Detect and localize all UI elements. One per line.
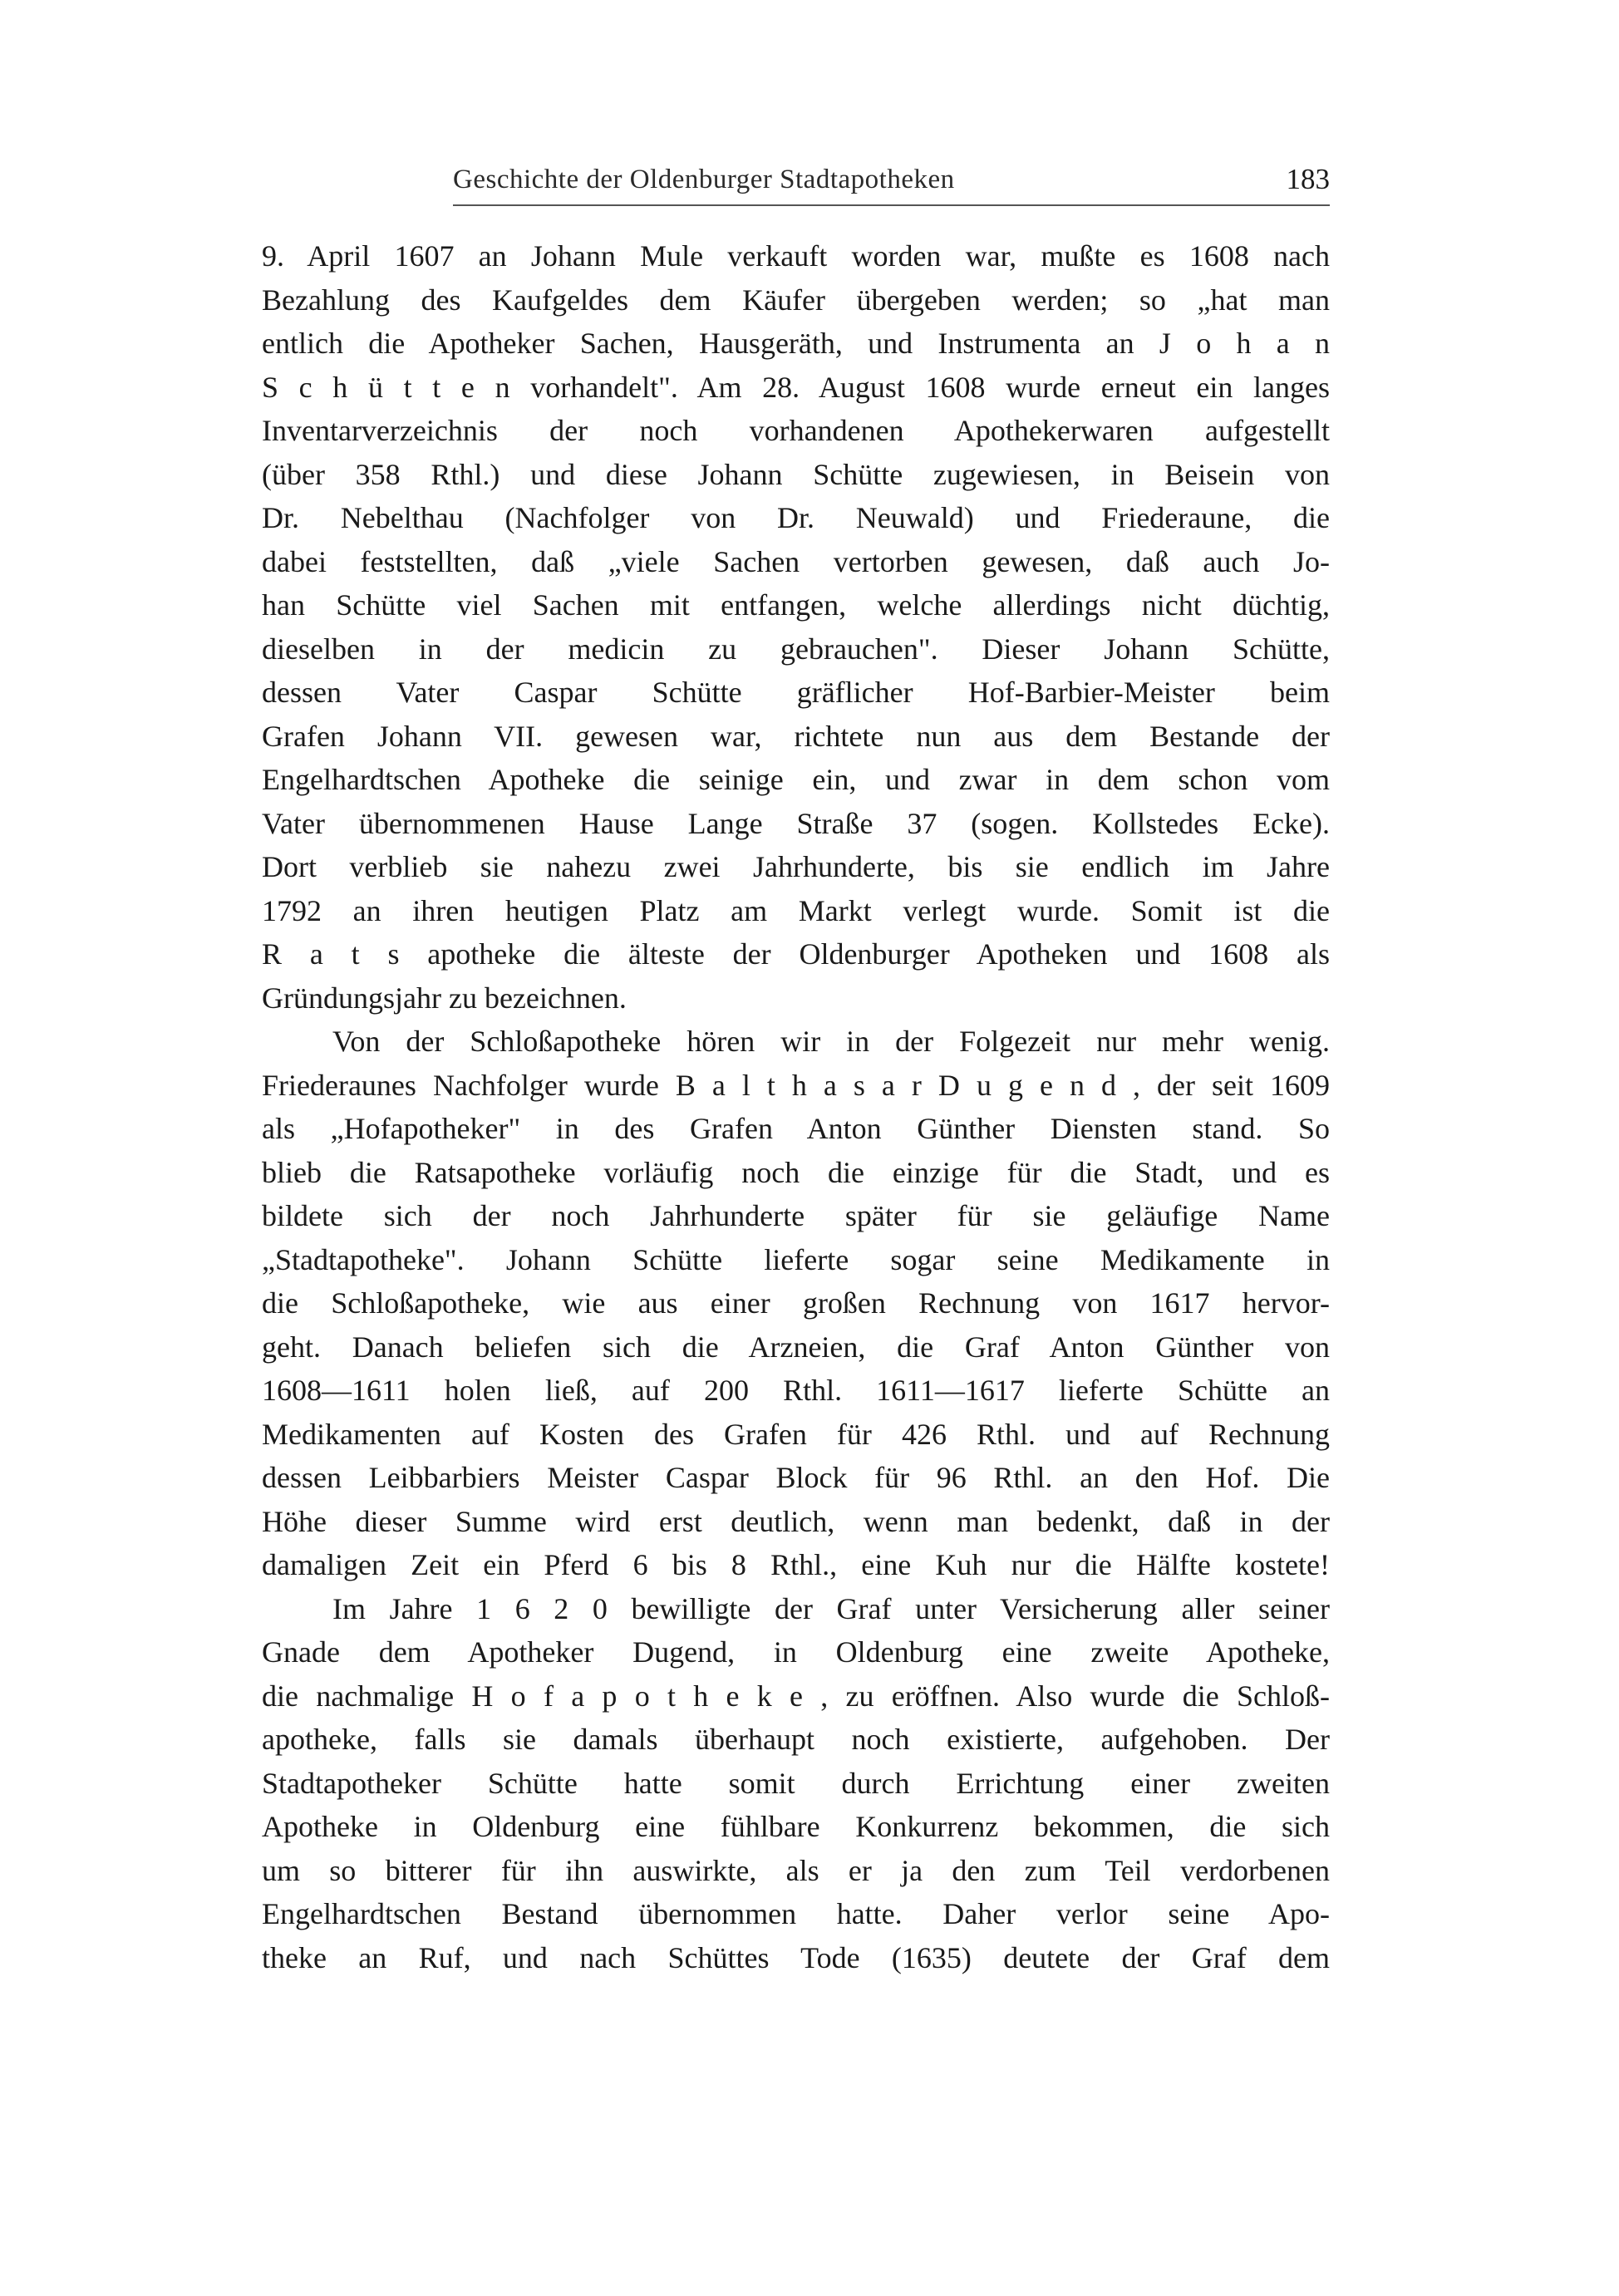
text-line: Apotheke in Oldenburg eine fühlbare Konkurrenz bekommen, die sich	[262, 1810, 1330, 1843]
text-line: S c h ü t t e n vorhandelt". Am 28. August 1608 wurde erneut ein langes	[262, 370, 1330, 404]
text-line: apotheke, falls sie damals überhaupt noch existierte, aufgehoben. Der	[262, 1723, 1330, 1756]
text-line: „Stadtapotheke". Johann Schütte lieferte sogar seine Medikamente in	[262, 1242, 1330, 1276]
paragraph-start-line: Von der Schloßapotheke hören wir in der Folgezeit nur mehr wenig.	[332, 1025, 1330, 1058]
text-line: dessen Leibbarbiers Meister Caspar Block für 96 Rthl. an den Hof. Die	[262, 1461, 1330, 1494]
text-line: 1608—1611 holen ließ, auf 200 Rthl. 1611—1617 lieferte Schütte an	[262, 1374, 1330, 1407]
text-line: Medikamenten auf Kosten des Grafen für 426 Rthl. und auf Rechnung	[262, 1417, 1330, 1451]
text-line: damaligen Zeit ein Pferd 6 bis 8 Rthl., eine Kuh nur die Hälfte kostete!	[262, 1548, 1330, 1581]
text-line: bildete sich der noch Jahrhunderte später für sie geläufige Name	[262, 1199, 1330, 1232]
text-line: entlich die Apotheker Sachen, Hausgeräth, und Instrumenta an J o h a n	[262, 327, 1330, 360]
text-line: Engelhardtschen Bestand übernommen hatte. Daher verlor seine Apo-	[262, 1897, 1330, 1930]
text-line: theke an Ruf, und nach Schüttes Tode (1635) deutete der Graf dem	[262, 1940, 1330, 1974]
text-line: als „Hofapotheker" in des Grafen Anton Günther Diensten stand. So	[262, 1112, 1330, 1145]
text-line: geht. Danach beliefen sich die Arzneien, die Graf Anton Günther von	[262, 1330, 1330, 1364]
body-text	[262, 234, 1330, 1979]
text-line: Stadtapotheker Schütte hatte somit durch Errichtung einer zweiten	[262, 1766, 1330, 1800]
paragraph-end-line: Gründungsjahr zu bezeichnen.	[262, 981, 627, 1015]
text-line: Dort verblieb sie nahezu zwei Jahrhunderte, bis sie endlich im Jahre	[262, 850, 1330, 883]
text-line: die nachmalige H o f a p o t h e k e , zu eröffnen. Also wurde die Schloß-	[262, 1679, 1330, 1713]
text-line: Inventarverzeichnis der noch vorhandenen Apothekerwaren aufgestellt	[262, 414, 1330, 447]
text-line: R a t s apotheke die älteste der Oldenburger Apotheken und 1608 als	[262, 937, 1330, 971]
text-line: han Schütte viel Sachen mit entfangen, welche allerdings nicht düchtig,	[262, 588, 1330, 622]
text-line: Friederaunes Nachfolger wurde B a l t h a s a r D u g e n d , der seit 1609	[262, 1068, 1330, 1102]
text-line: Vater übernommenen Hause Lange Straße 37 (sogen. Kollstedes Ecke).	[262, 806, 1330, 840]
text-line: die Schloßapotheke, wie aus einer großen Rechnung von 1617 hervor-	[262, 1286, 1330, 1320]
text-line: dessen Vater Caspar Schütte gräflicher Hof-Barbier-Meister beim	[262, 676, 1330, 709]
text-line: (über 358 Rthl.) und diese Johann Schütte zugewiesen, in Beisein von	[262, 457, 1330, 491]
running-title: Geschichte der Oldenburger Stadtapotheken	[453, 165, 955, 194]
text-line: Grafen Johann VII. gewesen war, richtete nun aus dem Bestande der	[262, 719, 1330, 753]
text-line: um so bitterer für ihn auswirkte, als er ja den zum Teil verdorbenen	[262, 1853, 1330, 1887]
text-line: 9. April 1607 an Johann Mule verkauft worden war, mußte es 1608 nach	[262, 239, 1330, 273]
text-line: Engelhardtschen Apotheke die seinige ein, und zwar in dem schon vom	[262, 763, 1330, 796]
text-line: dieselben in der medicin zu gebrauchen". Dieser Johann Schütte,	[262, 632, 1330, 666]
text-line: blieb die Ratsapotheke vorläufig noch die einzige für die Stadt, und es	[262, 1155, 1330, 1189]
text-line: dabei feststellten, daß „viele Sachen vertorben gewesen, daß auch Jo-	[262, 544, 1330, 578]
paragraph-start-line: Im Jahre 1 6 2 0 bewilligte der Graf unter Versicherung aller seiner	[332, 1591, 1330, 1625]
text-line: Dr. Nebelthau (Nachfolger von Dr. Neuwald) und Friederaune, die	[262, 501, 1330, 534]
text-line: Höhe dieser Summe wird erst deutlich, wenn man bedenkt, daß in der	[262, 1504, 1330, 1538]
page-number: 183	[1286, 163, 1330, 195]
text-line: Bezahlung des Kaufgeldes dem Käufer übergeben werden; so „hat man	[262, 283, 1330, 317]
text-line: Gnade dem Apotheker Dugend, in Oldenburg eine zweite Apotheke,	[262, 1635, 1330, 1669]
text-line: 1792 an ihren heutigen Platz am Markt verlegt wurde. Somit ist die	[262, 893, 1330, 927]
page-header	[453, 158, 1330, 206]
